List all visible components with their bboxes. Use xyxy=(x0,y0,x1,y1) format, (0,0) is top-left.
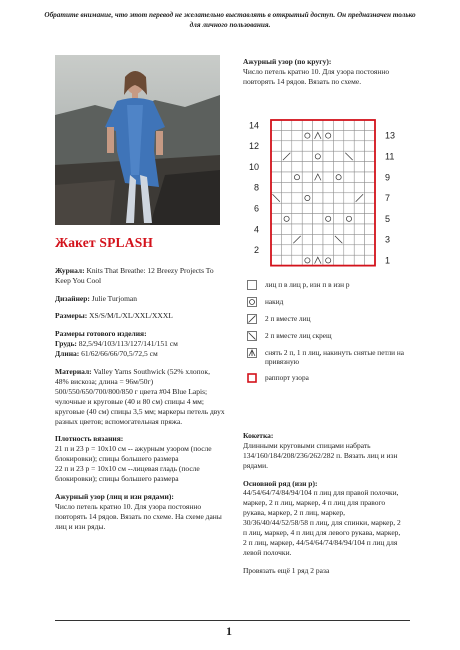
chart-cell xyxy=(354,162,364,172)
chart-cell xyxy=(281,193,291,203)
chart-cell xyxy=(344,193,354,203)
lace-rows-info: Ажурный узор (лиц и изн рядами): Число петель кратно 10. Для узора постоянно повторять 14 рядов. Вязать по схеме. На схеме даны лиц и изн ряды. xyxy=(55,491,222,531)
chart-cell xyxy=(365,130,375,140)
designer-info: Дизайнер: Julie Turjoman xyxy=(55,293,137,303)
chart-cell xyxy=(281,172,291,182)
privacy-notice: Обратите внимание, что этот перевод не желательно выставлять в открытый доступ. Он предназначен только для личного пользования. xyxy=(44,11,416,30)
chart-cell xyxy=(323,172,333,182)
ssk-icon xyxy=(247,331,257,341)
chart-cell xyxy=(313,151,323,161)
chart-cell xyxy=(344,172,354,182)
chart-cell xyxy=(323,182,333,192)
chart-row-label: 8 xyxy=(253,182,259,193)
finished-measurements: Размеры готового изделия: Грудь: 82,5/94/103/113/127/141/151 см Длина: 61/62/66/66/70,5/72,5 см xyxy=(55,329,178,359)
chart-cell xyxy=(281,182,291,192)
chart-cell xyxy=(292,172,302,182)
chart-cell xyxy=(323,130,333,140)
chart-cell xyxy=(271,234,281,244)
chart-cell xyxy=(354,224,364,234)
chart-cell xyxy=(354,245,364,255)
chart-cell xyxy=(354,130,364,140)
chart-cell xyxy=(354,151,364,161)
legend-item: снять 2 п, 1 п лиц, накинуть снятые петли на привязную xyxy=(247,348,407,366)
chart-cell xyxy=(333,203,343,213)
chart-cell xyxy=(365,255,375,265)
chart-row-label: 11 xyxy=(385,151,395,162)
chart-cell xyxy=(292,162,302,172)
chart-cell xyxy=(333,141,343,151)
chart-cell xyxy=(292,214,302,224)
yoke-info: Кокетка: Длинными круговыми спицами набрать 134/160/184/208/236/262/282 п. Вязать лиц и изн рядами. xyxy=(243,431,398,470)
repeat-line: Провязать ещё 1 ряд 2 раза xyxy=(243,565,330,575)
chart-row-label: 3 xyxy=(385,234,391,245)
footer-divider xyxy=(55,620,410,621)
chart-cell xyxy=(281,214,291,224)
chart-cell xyxy=(344,224,354,234)
chart-cell xyxy=(292,120,302,130)
chart-cell xyxy=(302,182,312,192)
material-info: Материал: Valley Yarns Southwick (52% хлопок, 48% вискоза; длина = 96м/50г) 500/550/650/700/800/850 г цвета #04 Blue Lapis; чулочные и круговые (40 и 80 см) спицы 4 мм; круговые (40 см) спицы 3,5 мм; маркеры петель двух разных цветов; вспомогательная пряжа. xyxy=(55,367,225,426)
chart-cell xyxy=(271,162,281,172)
chart-cell xyxy=(302,151,312,161)
chart-cell xyxy=(302,203,312,213)
chart-row-label: 12 xyxy=(248,141,259,152)
chart-cell xyxy=(323,162,333,172)
chart-cell xyxy=(281,224,291,234)
chart-cell xyxy=(365,172,375,182)
chart-cell xyxy=(354,203,364,213)
chart-cell xyxy=(292,182,302,192)
chart-cell xyxy=(302,141,312,151)
chart-cell xyxy=(323,214,333,224)
chart-cell xyxy=(271,120,281,130)
chart-cell xyxy=(313,224,323,234)
chart-cell xyxy=(344,203,354,213)
chart-row-label: 5 xyxy=(385,213,391,224)
chart-cell xyxy=(302,255,312,265)
chart-cell xyxy=(313,162,323,172)
chart-cell xyxy=(365,214,375,224)
chart-cell xyxy=(313,214,323,224)
chart-cell xyxy=(292,203,302,213)
page-number: 1 xyxy=(226,624,232,638)
chart-cell xyxy=(365,151,375,161)
chart-cell xyxy=(271,141,281,151)
chart-cell xyxy=(281,141,291,151)
chart-cell xyxy=(271,182,281,192)
chart-cell xyxy=(365,141,375,151)
chart-cell xyxy=(313,120,323,130)
chart-cell xyxy=(365,182,375,192)
chart-cell xyxy=(302,245,312,255)
magazine-info: Журнал: Knits That Breathe: 12 Breezy Projects To Keep You Cool xyxy=(55,265,214,285)
chart-cell xyxy=(292,141,302,151)
chart-cell xyxy=(292,224,302,234)
chart-cell xyxy=(344,120,354,130)
chart-cell xyxy=(365,162,375,172)
chart-cell xyxy=(292,130,302,140)
legend-item: раппорт узора xyxy=(247,373,407,383)
pattern-title: Жакет SPLASH xyxy=(55,235,154,250)
chart-cell xyxy=(292,193,302,203)
chart-cell xyxy=(354,172,364,182)
chart-cell xyxy=(333,245,343,255)
chart-cell xyxy=(333,193,343,203)
chart-cell xyxy=(313,245,323,255)
chart-cell xyxy=(333,255,343,265)
chart-cell xyxy=(333,214,343,224)
chart-cell xyxy=(344,214,354,224)
chart-cell xyxy=(333,130,343,140)
chart-cell xyxy=(354,182,364,192)
chart-cell xyxy=(271,172,281,182)
chart-cell xyxy=(271,214,281,224)
blank-square-icon xyxy=(247,280,257,290)
chart-cell xyxy=(271,151,281,161)
legend-item: накид xyxy=(247,297,407,307)
chart-cell xyxy=(333,162,343,172)
chart-cell xyxy=(323,193,333,203)
chart-cell xyxy=(365,224,375,234)
repeat-box-icon xyxy=(247,373,257,383)
chart-cell xyxy=(313,141,323,151)
chart-cell xyxy=(365,193,375,203)
chart-cell xyxy=(354,141,364,151)
legend-item: лиц п в лиц р, изн п в изн р xyxy=(247,280,407,290)
chart-cell xyxy=(302,214,312,224)
chart-cell xyxy=(354,234,364,244)
chart-cell xyxy=(302,193,312,203)
chart-cell xyxy=(323,234,333,244)
chart-cell xyxy=(365,234,375,244)
chart-cell xyxy=(302,162,312,172)
chart-cell xyxy=(271,255,281,265)
chart-cell xyxy=(302,234,312,244)
chart-row-label: 1 xyxy=(385,255,391,266)
chart-row-label: 7 xyxy=(385,193,391,204)
chart-cell xyxy=(344,245,354,255)
sk2p-icon xyxy=(247,348,257,358)
chart-cell xyxy=(271,224,281,234)
chart-cell xyxy=(281,120,291,130)
garment-photo xyxy=(55,55,220,225)
chart-cell xyxy=(344,141,354,151)
chart-cell xyxy=(344,234,354,244)
base-row-info: Основной ряд (изн р): 44/54/64/74/84/94/104 п лиц для правой полочки, маркер, 2 п лиц, маркер, 4 п лиц для правого рукава, маркер, 2 п лиц, маркер, 30/36/40/44/52/58/58 п лиц, для спинки, маркер, 2 п лиц, маркер, 4 п лиц для левого рукава, маркер, 2 п лиц, маркер, 44/54/64/74/84/94/104 п лиц для левой полочки. xyxy=(243,478,401,557)
chart-cell xyxy=(281,162,291,172)
chart-cell xyxy=(323,141,333,151)
lace-chart-grid xyxy=(243,114,413,274)
chart-cell xyxy=(323,120,333,130)
k2tog-icon xyxy=(247,314,257,324)
chart-cell xyxy=(281,203,291,213)
chart-cell xyxy=(292,151,302,161)
chart-cell xyxy=(323,255,333,265)
chart-row-label: 13 xyxy=(385,130,396,141)
chart-cell xyxy=(323,203,333,213)
chart-cell xyxy=(313,234,323,244)
chart-cell xyxy=(365,203,375,213)
left-column xyxy=(55,234,225,539)
chart-cell xyxy=(281,245,291,255)
lace-round-info: Ажурный узор (по кругу): Число петель кратно 10. Для узора постоянно повторять 14 рядов. Вязать по схеме. xyxy=(243,57,390,86)
right-column-instructions xyxy=(243,431,403,576)
chart-cell xyxy=(313,193,323,203)
chart-cell xyxy=(333,120,343,130)
yarn-over-icon xyxy=(247,297,257,307)
chart-row-label: 4 xyxy=(253,224,259,235)
chart-cell xyxy=(333,172,343,182)
chart-cell xyxy=(281,234,291,244)
chart-cell xyxy=(365,245,375,255)
chart-cell xyxy=(313,203,323,213)
legend-item: 2 п вместе лиц скрещ xyxy=(247,331,407,341)
gauge-info: Плотность вязания: 21 п и 23 р = 10х10 см -- ажурным узором (после блокировки); спицы большего размера 22 п и 23 р = 10х10 см --лицевая гладь (после блокировки); спицы большего размера xyxy=(55,434,212,483)
chart-row-label: 14 xyxy=(248,120,259,131)
model-photo-illustration xyxy=(55,55,220,225)
chart-cell xyxy=(271,203,281,213)
chart-row-label: 6 xyxy=(253,203,259,214)
chart-cell xyxy=(323,224,333,234)
sizes-info: Размеры: XS/S/M/L/XL/XXL/XXXL xyxy=(55,311,173,321)
chart-row-label: 10 xyxy=(248,161,259,172)
chart-cell xyxy=(292,245,302,255)
chart-cell xyxy=(302,130,312,140)
chart-cell xyxy=(333,224,343,234)
chart-cell xyxy=(333,182,343,192)
chart-cell xyxy=(302,120,312,130)
chart-cell xyxy=(302,224,312,234)
chart-cell xyxy=(323,245,333,255)
chart-cell xyxy=(344,162,354,172)
chart-cell xyxy=(344,130,354,140)
chart-cell xyxy=(365,120,375,130)
chart-cell xyxy=(281,130,291,140)
chart-cell xyxy=(281,255,291,265)
lace-chart xyxy=(243,114,413,274)
legend-item: 2 п вместе лиц xyxy=(247,314,407,324)
chart-legend xyxy=(247,280,407,390)
chart-cell xyxy=(302,172,312,182)
chart-cell xyxy=(271,130,281,140)
chart-row-label: 9 xyxy=(385,172,391,183)
chart-cell xyxy=(271,245,281,255)
chart-cell xyxy=(354,120,364,130)
chart-cell xyxy=(292,255,302,265)
chart-cell xyxy=(354,214,364,224)
chart-cell xyxy=(354,255,364,265)
chart-row-label: 2 xyxy=(253,245,259,256)
chart-cell xyxy=(313,182,323,192)
chart-cell xyxy=(333,151,343,161)
chart-cell xyxy=(344,255,354,265)
chart-cell xyxy=(323,151,333,161)
chart-cell xyxy=(344,182,354,192)
